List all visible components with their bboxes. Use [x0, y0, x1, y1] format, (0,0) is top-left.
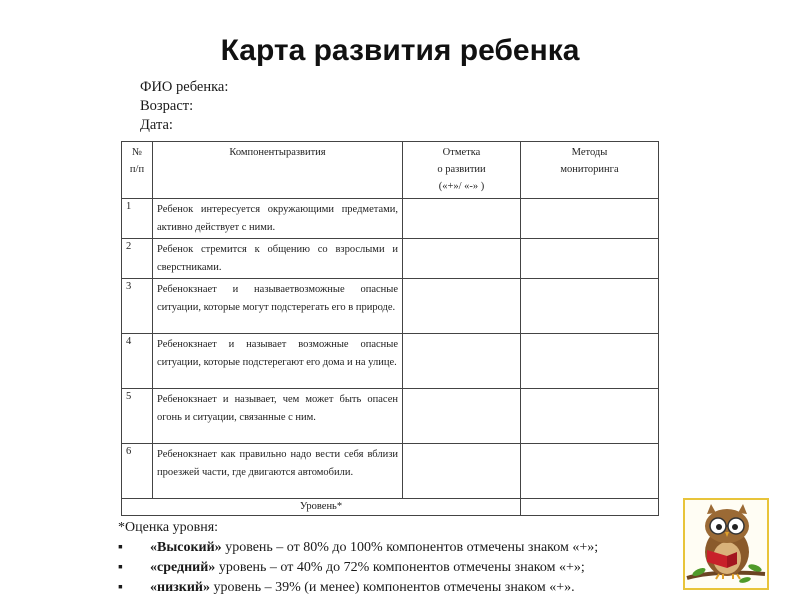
row-mark-cell[interactable] — [403, 444, 521, 499]
level-low-label: «низкий» — [150, 580, 210, 595]
row-component: Ребенокзнает как правильно надо вести себя вблизи проезжей части, где двигаются автомобили. — [153, 444, 403, 499]
table-row — [122, 389, 659, 444]
notes-heading: *Оценка уровня: — [118, 520, 219, 535]
level-label: Уровень* — [122, 499, 521, 516]
header-component: Компонентыразвития — [153, 142, 403, 199]
row-component: Ребенокзнает и называетвозможные опасные ситуации, которые могут подстерегать его в природе. — [153, 279, 403, 334]
row-mark-cell[interactable] — [403, 389, 521, 444]
level-low-text: уровень – 39% (и менее) компонентов отмечены знаком «+». — [209, 580, 575, 595]
row-mark-cell[interactable] — [403, 239, 521, 279]
owl-reading-book-icon — [685, 500, 767, 588]
table-row — [122, 239, 659, 279]
level-high-label: «Высокий» — [150, 540, 222, 555]
list-item — [118, 538, 598, 558]
row-component: Ребенок стремится к общению со взрослыми и сверстниками. — [153, 239, 403, 279]
row-component: Ребенокзнает и называет, чем может быть опасен огонь и ситуации, связанные с ним. — [153, 389, 403, 444]
row-method-cell[interactable] — [521, 444, 659, 499]
owl-picture — [683, 498, 769, 590]
development-table — [121, 141, 659, 516]
header-methods-line2: мониторинга — [560, 164, 619, 175]
bullet-icon: ▪ — [118, 580, 123, 595]
header-number-line1: № — [131, 147, 143, 158]
child-info — [140, 78, 228, 135]
bullet-icon: ▪ — [118, 540, 123, 555]
date-label: Дата: — [140, 117, 173, 133]
level-value-cell[interactable] — [521, 499, 659, 516]
header-mark-line3: («+»/ «-» ) — [438, 181, 485, 192]
list-item — [118, 558, 598, 578]
row-number: 3 — [122, 279, 153, 334]
row-number: 1 — [122, 199, 153, 239]
child-age-label: Возраст: — [140, 98, 194, 114]
header-methods — [521, 142, 659, 199]
level-high-text: уровень – от 80% до 100% компонентов отмечены знаком «+»; — [221, 540, 599, 555]
page-title: Карта развития ребенка — [220, 34, 580, 67]
header-mark — [403, 142, 521, 199]
row-component: Ребенокзнает и называет возможные опасные ситуации, которые подстерегают его дома и на улице. — [153, 334, 403, 389]
row-method-cell[interactable] — [521, 389, 659, 444]
header-number — [122, 142, 153, 199]
row-mark-cell[interactable] — [403, 199, 521, 239]
table-row — [122, 199, 659, 239]
level-notes — [118, 518, 598, 598]
header-methods-line1: Методы — [571, 147, 608, 158]
row-method-cell[interactable] — [521, 334, 659, 389]
header-number-line2: п/п — [129, 164, 145, 175]
row-method-cell[interactable] — [521, 239, 659, 279]
row-number: 4 — [122, 334, 153, 389]
table-row — [122, 334, 659, 389]
list-item — [118, 578, 598, 598]
table-row — [122, 279, 659, 334]
level-medium-label: «средний» — [150, 560, 216, 575]
row-number: 5 — [122, 389, 153, 444]
table-row — [122, 444, 659, 499]
row-number: 2 — [122, 239, 153, 279]
header-mark-line1: Отметка — [442, 147, 481, 158]
row-component: Ребенок интересуется окружающими предметами, активно действует с ними. — [153, 199, 403, 239]
child-name-label: ФИО ребенка: — [140, 79, 229, 95]
row-method-cell[interactable] — [521, 279, 659, 334]
table-header-row — [122, 142, 659, 199]
bullet-icon: ▪ — [118, 560, 123, 575]
header-mark-line2: о развитии — [437, 164, 486, 175]
row-method-cell[interactable] — [521, 199, 659, 239]
table-footer-row — [122, 499, 659, 516]
level-medium-text: уровень – от 40% до 72% компонентов отмечены знаком «+»; — [215, 560, 585, 575]
row-mark-cell[interactable] — [403, 279, 521, 334]
row-mark-cell[interactable] — [403, 334, 521, 389]
row-number: 6 — [122, 444, 153, 499]
level-list — [118, 538, 598, 598]
